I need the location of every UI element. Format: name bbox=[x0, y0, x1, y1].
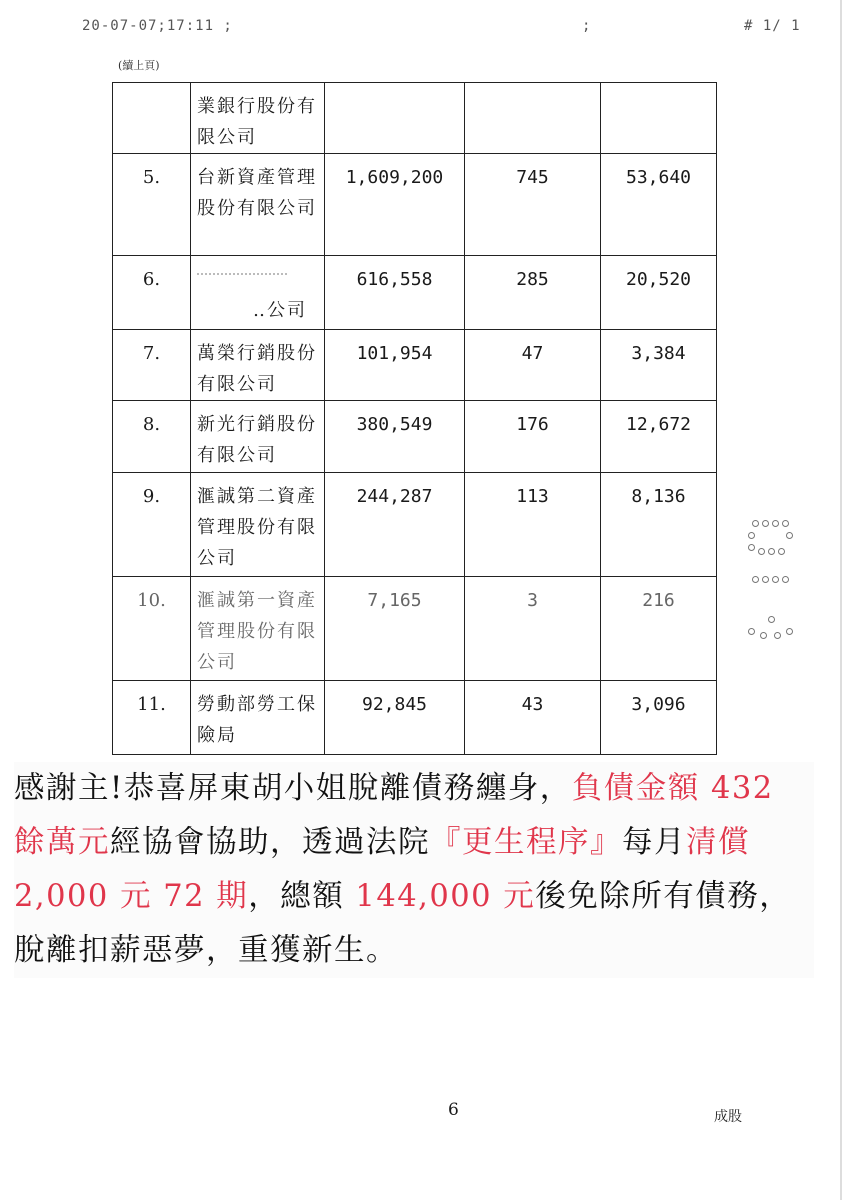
scan-edge bbox=[840, 0, 842, 1200]
creditor-table bbox=[112, 82, 717, 755]
creditor-name: 台新資產管理股份有限公司 bbox=[191, 154, 325, 256]
debt-amount: 380,549 bbox=[325, 401, 465, 473]
ratio-count: 285 bbox=[465, 256, 601, 330]
ratio-count: 176 bbox=[465, 401, 601, 473]
continued-label: (續上頁) bbox=[118, 59, 160, 72]
row-number: 9. bbox=[113, 473, 191, 577]
redaction-smudge bbox=[197, 273, 287, 285]
debt-amount: 7,165 bbox=[325, 577, 465, 681]
note-highlight: 『更生程序』 bbox=[430, 825, 622, 860]
payment-amount: 12,672 bbox=[601, 401, 717, 473]
creditor-name: ‥公司 bbox=[253, 300, 308, 321]
table-row bbox=[113, 681, 717, 755]
table-row bbox=[113, 330, 717, 401]
debt-amount: 1,609,200 bbox=[325, 154, 465, 256]
creditor-name: 業銀行股份有限公司 bbox=[191, 83, 325, 154]
row-number: 7. bbox=[113, 330, 191, 401]
payment-amount: 20,520 bbox=[601, 256, 717, 330]
ratio-count: 47 bbox=[465, 330, 601, 401]
debt-amount: 244,287 bbox=[325, 473, 465, 577]
debt-amount bbox=[325, 83, 465, 154]
ratio-count: 43 bbox=[465, 681, 601, 755]
creditor-name: 萬榮行銷股份有限公司 bbox=[191, 330, 325, 401]
ratio-count bbox=[465, 83, 601, 154]
table-row bbox=[113, 473, 717, 577]
page-number: 6 bbox=[448, 1100, 459, 1120]
row-number: 11. bbox=[113, 681, 191, 755]
creditor-name: 滙誠第一資產管理股份有限公司 bbox=[191, 577, 325, 681]
table-row bbox=[113, 577, 717, 681]
ratio-count: 3 bbox=[465, 577, 601, 681]
debt-amount: 92,845 bbox=[325, 681, 465, 755]
note-highlight: 清償 2,000 元 72 期 bbox=[14, 825, 750, 914]
note-text: 經協會協助，透過法院 bbox=[110, 825, 430, 860]
ratio-count: 745 bbox=[465, 154, 601, 256]
fax-timestamp: 20-07-07;17:11 ; bbox=[82, 18, 233, 34]
row-number: 5. bbox=[113, 154, 191, 256]
debt-amount: 616,558 bbox=[325, 256, 465, 330]
row-number bbox=[113, 83, 191, 154]
payment-amount: 8,136 bbox=[601, 473, 717, 577]
note-text: 感謝主!恭喜屏東胡小姐脫離債務纏身， bbox=[14, 771, 572, 806]
note-text: 每月 bbox=[622, 825, 686, 860]
table-row bbox=[113, 83, 717, 154]
perforation-stamp bbox=[748, 520, 792, 638]
fax-mark: ; bbox=[582, 18, 592, 34]
payment-amount: 3,096 bbox=[601, 681, 717, 755]
payment-amount: 216 bbox=[601, 577, 717, 681]
note-text: ，總額 bbox=[248, 879, 356, 914]
creditor-name: 新光行銷股份有限公司 bbox=[191, 401, 325, 473]
payment-amount: 3,384 bbox=[601, 330, 717, 401]
note-highlight: 負債金額 432 餘萬元 bbox=[14, 771, 774, 860]
note-highlight: 144,000 元 bbox=[355, 879, 536, 914]
signature: 成股 bbox=[714, 1109, 742, 1125]
table-row bbox=[113, 256, 717, 330]
table-row bbox=[113, 154, 717, 256]
debt-amount: 101,954 bbox=[325, 330, 465, 401]
row-number: 10. bbox=[113, 577, 191, 681]
note-text: 後免除所有債務，脫離扣薪惡夢，重獲新生。 bbox=[14, 879, 792, 968]
ratio-count: 113 bbox=[465, 473, 601, 577]
fax-page-mark: # 1/ 1 bbox=[744, 18, 801, 34]
payment-amount bbox=[601, 83, 717, 154]
creditor-name: 滙誠第二資產管理股份有限公司 bbox=[191, 473, 325, 577]
row-number: 6. bbox=[113, 256, 191, 330]
row-number: 8. bbox=[113, 401, 191, 473]
testimonial-note bbox=[14, 762, 814, 978]
payment-amount: 53,640 bbox=[601, 154, 717, 256]
creditor-name: 勞動部勞工保險局 bbox=[191, 681, 325, 755]
table-row bbox=[113, 401, 717, 473]
